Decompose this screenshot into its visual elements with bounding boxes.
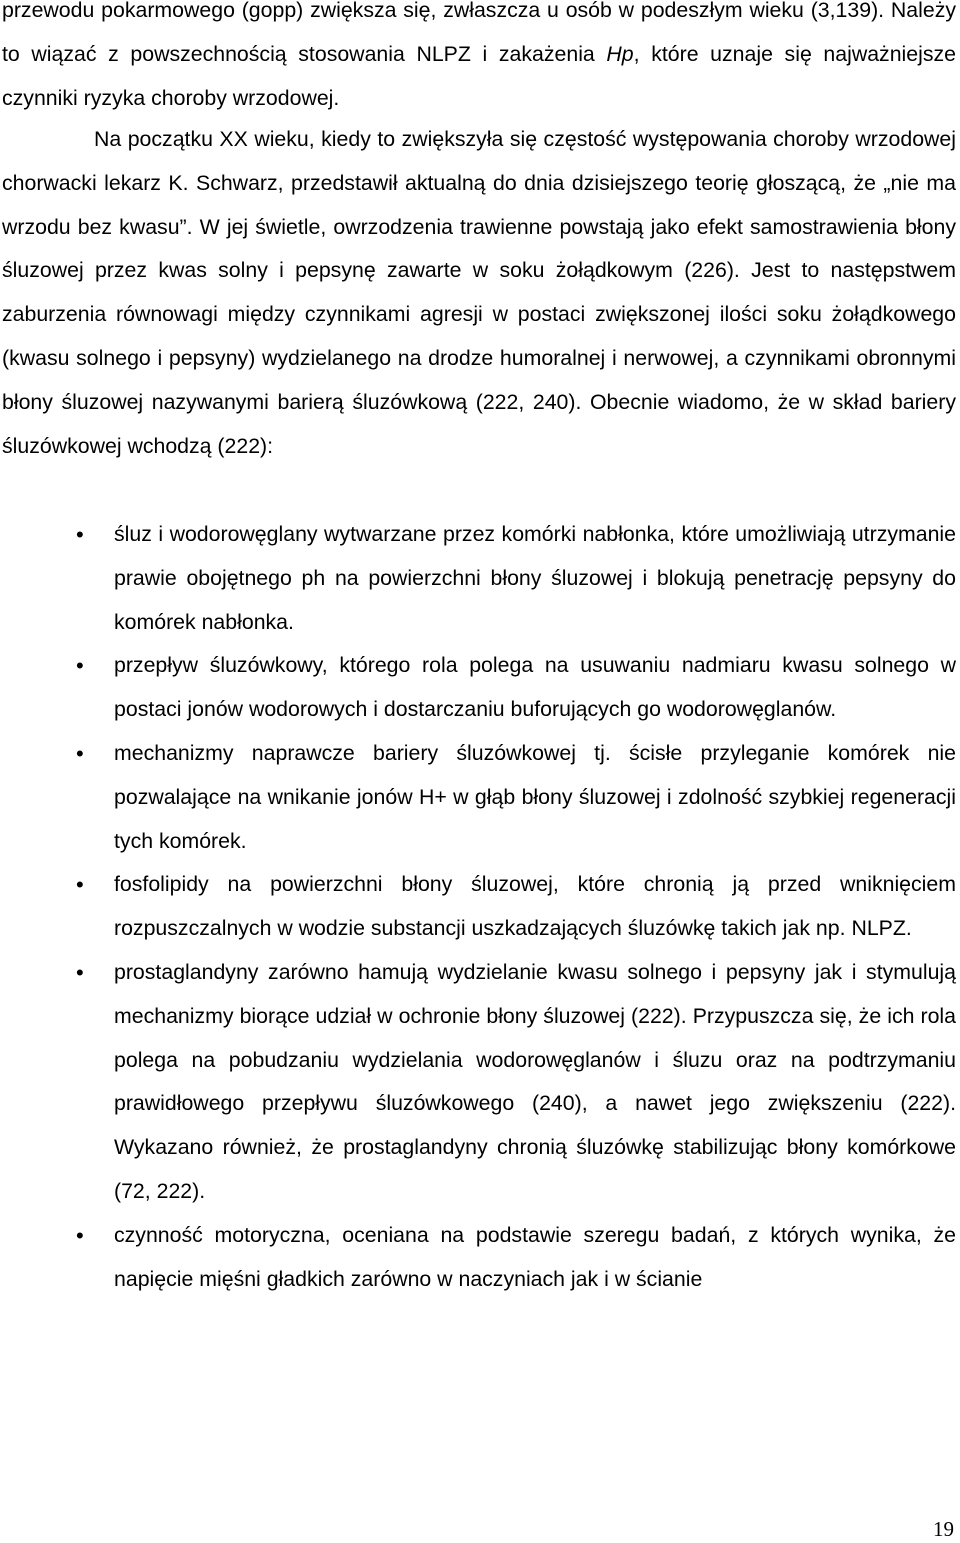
paragraph-text: Na początku XX wieku, kiedy to zwiększyła się częstość występowania choroby wrzodowej chorwacki lekarz K. Schwarz, przedstawił aktualną do dnia dzisiejszego teorię głoszącą, że „nie ma wrzodu bez kwasu”. W jej świetle, owrzodzenia trawienne powstają jako efekt samostrawienia błony śluzowej przez kwas solny i pepsynę zawarte w soku żołądkowym (226). Jest to następstwem zaburzenia równowagi między czynnikami agresji w postaci zwiększonej ilości soku żołądkowego (kwasu solnego i pepsyny) wydzielanego na drodze humoralnej i nerwowej, a czynnikami obronnymi błony śluzowej nazywanymi barierą śluzówkową (222, 240). Obecnie wiadomo, że w skład bariery śluzówkowej wchodzą (222): [2, 127, 956, 458]
text-run-italic: Hp [606, 41, 634, 66]
bullet-icon: • [76, 872, 84, 898]
list-item [0, 1214, 956, 1302]
bullet-icon: • [76, 522, 84, 547]
list-item [0, 732, 956, 863]
list-item [0, 513, 956, 644]
paragraph-text [2, 0, 956, 120]
bullet-icon: • [76, 1222, 84, 1248]
list-item-text: śluz i wodorowęglany wytwarzane przez komórki nabłonka, które umożliwiają utrzymanie prawie obojętnego ph na powierzchni błony śluzowej i blokują penetrację pepsyny do komórek nabłonka. [114, 522, 956, 634]
text-run: przewodu pokarmowego (gopp) zwiększa się, zwłaszcza u osób w podeszłym wieku (3,139). Należy to wiązać z powszechnością stosowania NLPZ i zakażenia [2, 0, 956, 66]
list-item-text: prostaglandyny zarówno hamują wydzielanie kwasu solnego i pepsyny jak i stymulują mechanizmy biorące udział w ochronie błony śluzowej (222). Przypuszcza się, że ich rola polega na pobudzaniu wydzielania wodorowęglanów i śluzu oraz na podtrzymaniu prawidłowego przepływu śluzówkowego (240), a nawet jego zwiększeniu (222). Wykazano również, że prostaglandyny chronią śluzówkę stabilizując błony komórkowe (72, 222). [114, 959, 956, 1203]
bullet-icon: • [76, 740, 84, 766]
paragraph-continuation [2, 0, 956, 120]
paragraph-schwarz [2, 118, 956, 468]
list-item [0, 951, 956, 1214]
bullet-icon: • [76, 959, 84, 985]
list-item [0, 644, 956, 732]
page-number: 19 [933, 1517, 954, 1541]
list-item-text: mechanizmy naprawcze bariery śluzówkowej tj. ścisłe przyleganie komórek nie pozwalające na wnikanie jonów H+ w głąb błony śluzowej i zdolność szybkiej regeneracji tych komórek. [114, 740, 956, 853]
list-item-text: fosfolipidy na powierzchni błony śluzowej, które chronią ją przed wniknięciem rozpuszczalnych w wodzie substancji uszkadzających śluzówkę takich jak np. NLPZ. [114, 872, 956, 941]
list-item [0, 863, 956, 951]
text-run: , które uznaje się najważniejsze czynniki ryzyka choroby wrzodowej. [2, 41, 956, 110]
list-item-text: przepływ śluzówkowy, którego rola polega na usuwaniu nadmiaru kwasu solnego w postaci jonów wodorowych i dostarczaniu buforujących go wodorowęglanów. [114, 653, 956, 722]
list-item-text: czynność motoryczna, oceniana na podstawie szeregu badań, z których wynika, że napięcie mięśni gładkich zarówno w naczyniach jak i w ścianie [114, 1222, 956, 1291]
barrier-components-list [0, 513, 956, 1301]
bullet-icon: • [76, 653, 84, 679]
